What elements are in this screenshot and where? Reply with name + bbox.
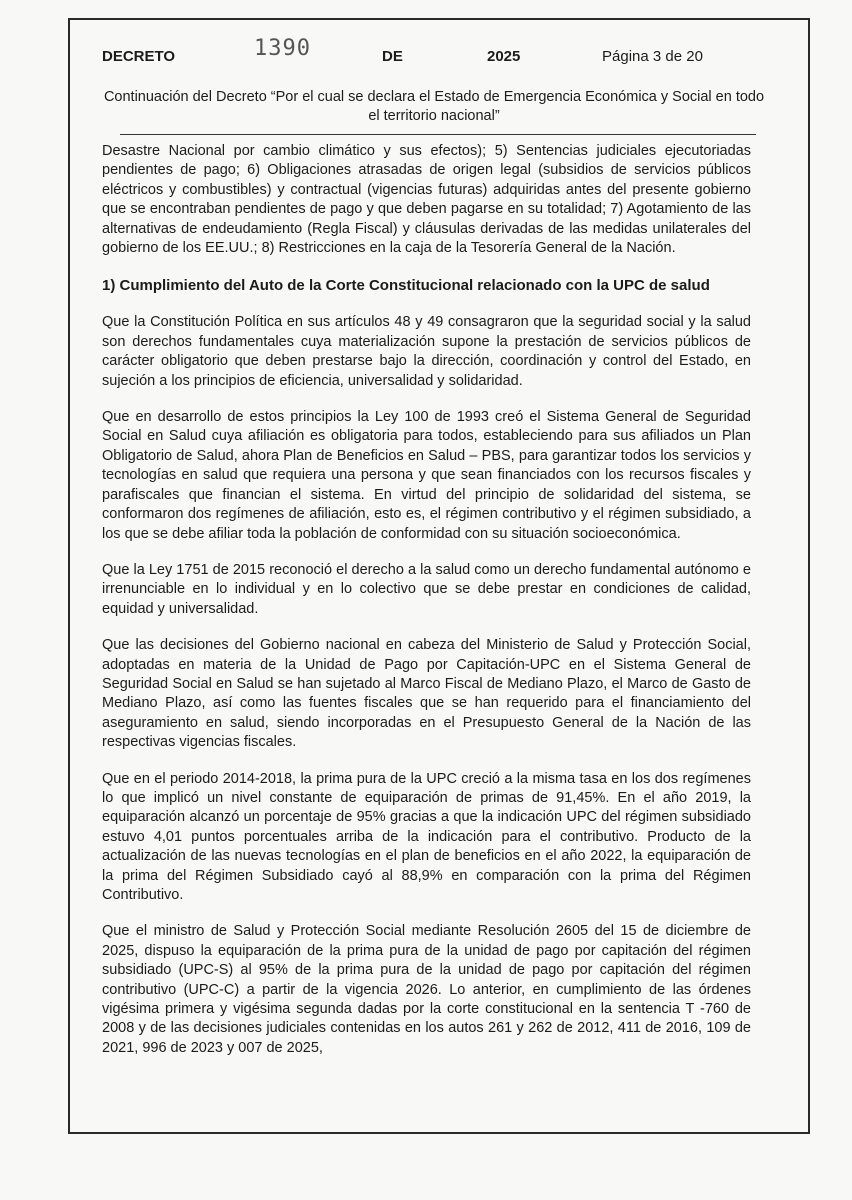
paragraph: Que la Ley 1751 de 2015 reconoció el derecho a la salud como un derecho fundamental autónomo e irrenunciable en lo individual y en lo colectivo que se debe prestar en condiciones de calidad, equidad y universalidad. [102,561,751,617]
paragraph: Que la Constitución Política en sus artículos 48 y 49 consagraron que la seguridad social y la salud son derechos fundamentales cuya materialización supone la prestación de servicios públicos de carácter obligatorio que deben prestarse bajo la dirección, coordinación y control del Estado, en sujeción a los principios de eficiencia, universalidad y solidaridad. [102,314,751,389]
continuation-subtitle: Continuación del Decreto “Por el cual se declara el Estado de Emergencia Económica y Social en todo el territorio nacional” [103,89,765,124]
section-heading: 1) Cumplimiento del Auto de la Corte Constitucional relacionado con la UPC de salud [102,277,710,295]
document-body [102,142,751,1075]
de-label: DE [382,48,403,65]
paragraph: Que las decisiones del Gobierno nacional en cabeza del Ministerio de Salud y Protección Social, adoptadas en materia de la Unidad de Pago por Capitación-UPC en el Sistema General de Seguridad Social en Salud se han sujetado al Marco Fiscal de Mediano Plazo, el Marco de Gasto de Mediano Plazo, así como las fuentes fiscales que se han requerido para el financiamiento del aseguramiento en salud, siendo incorporadas en el Presupuesto General de la Nación de las respectivas vigencias fiscales. [102,637,751,751]
paragraph: Que el ministro de Salud y Protección Social mediante Resolución 2605 del 15 de diciembre de 2025, dispuso la equiparación de la prima pura de la unidad de pago por capitación del régimen subsidiado (UPC-S) al 95% de la prima pura de la unidad de pago por capitación del régimen contributivo (UPC-C) a partir de la vigencia 2026. Lo anterior, en cumplimiento de las órdenes vigésima primera y vigésima segunda dadas por la corte constitucional en la sentencia T -760 de 2008 y de las decisiones judiciales contenidas en los autos 261 y 262 de 2012, 411 de 2016, 109 de 2021, 996 de 2023 y 007 de 2025, [102,923,751,1056]
decree-number-stamp: 1390 [254,36,311,61]
page-number: Página 3 de 20 [602,48,703,65]
paragraph: Que en desarrollo de estos principios la Ley 100 de 1993 creó el Sistema General de Seguridad Social en Salud cuya afiliación es obligatoria para todos, estableciendo para sus afiliados un Plan Obligatorio de Salud, ahora Plan de Beneficios en Salud – PBS, para garantizar todos los servicios y tecnologías en salud que requiera una persona y que sean financiados con los recursos fiscales y parafiscales que financian el sistema. En virtud del principio de solidaridad del sistema, se conformaron dos regímenes de afiliación, esto es, el régimen contributivo y el régimen subsidiado, a los que se debe afiliar toda la población de conformidad con su situación socioeconómica. [102,409,751,542]
paragraph: Que en el periodo 2014-2018, la prima pura de la UPC creció a la misma tasa en los dos regímenes lo que implicó un nivel constante de equiparación de primas de 91,45%. En el año 2019, la equiparación alcanzó un porcentaje de 95% gracias a que la indicación UPC del régimen subsidiado estuvo 4,01 puntos porcentuales arriba de la indicación para el contributivo. Producto de la actualización de las nuevas tecnologías en el plan de beneficios en el año 2022, la equiparación de la prima del Régimen Subsidiado cayó al 88,9% en comparación con la prima del Régimen Contributivo. [102,770,751,903]
doc-type-label: DECRETO [102,48,176,65]
header-divider [120,134,756,135]
intro-paragraph: Desastre Nacional por cambio climático y sus efectos); 5) Sentencias judiciales ejecutoriadas pendientes de pago; 6) Obligaciones atrasadas de origen legal (subsidios de servicios públicos eléctricos y combustibles) y contractual (vigencias futuras) adquiridas antes del presente gobierno que se encontraban pendientes de pago y que deben pagarse en su totalidad; 7) Agotamiento de las alternativas de endeudamiento (Regla Fiscal) y cláusulas derivadas de las medidas unilaterales del gobierno de los EE.UU.; 8) Restricciones en la caja de la Tesorería General de la Nación. [102,143,751,257]
decree-year: 2025 [487,48,521,65]
